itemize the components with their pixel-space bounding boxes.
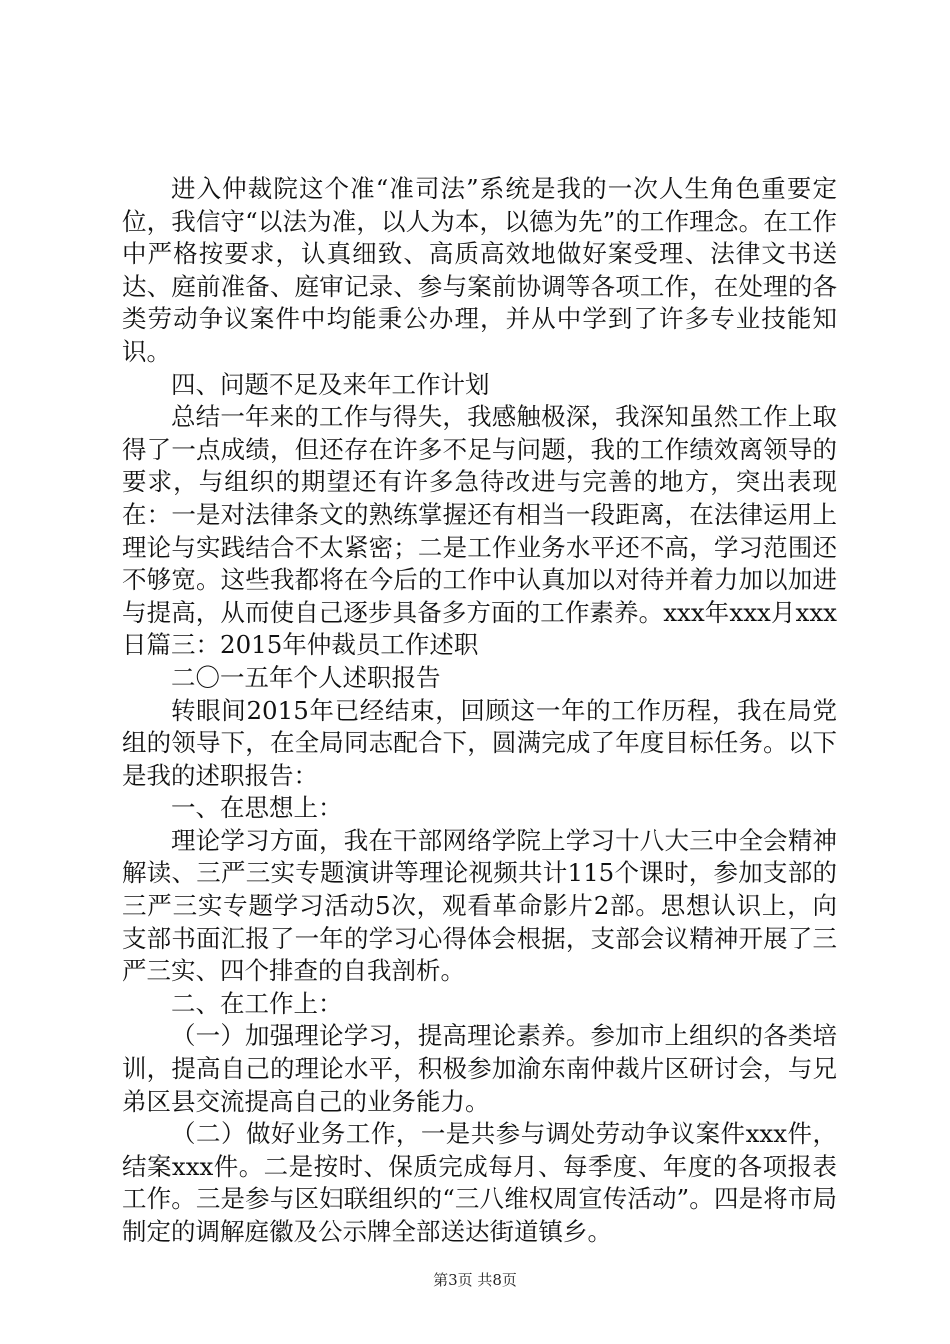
heading-ideology: 一、在思想上： <box>171 793 343 823</box>
paragraph-work-item-1: （一）加强理论学习，提高理论素养。参加市上组织的各类培训，提高自己的理论水平，积极参加渝东南仲裁片区研讨会，与兄弟区县交流提高自己的业务能力。 <box>122 1021 837 1116</box>
page-number-footer: 第3页 共8页 <box>433 1271 517 1289</box>
paragraph-report-intro: 转眼间2015年已经结束，回顾这一年的工作历程，我在局党组的领导下，在全局同志配合下，圆满完成了年度目标任务。以下是我的述职报告： <box>122 695 837 790</box>
document-body <box>122 173 837 1249</box>
paragraph-arbitration-role: 进入仲裁院这个准“准司法”系统是我的一次人生角色重要定位，我信守“以法为准，以人为本，以德为先”的工作理念。在工作中严格按要求，认真细致、高质高效地做好案受理、法律文书送达、庭前准备、庭审记录、参与案前协调等各项工作，在处理的各类劳动争议案件中均能秉公办理，并从中学到了许多专业技能知识。 <box>122 174 837 366</box>
paragraph-work-item-2: （二）做好业务工作，一是共参与调处劳动争议案件xxx件，结案xxx件。二是按时、保质完成每月、每季度、年度的各项报表工作。三是参与区妇联组织的“三八维权周宣传活动”。四是将市局制定的调解庭徽及公示牌全部送达街道镇乡。 <box>122 1119 837 1246</box>
heading-work: 二、在工作上： <box>171 988 343 1018</box>
paragraph-theory-study: 理论学习方面，我在干部网络学院上学习十八大三中全会精神解读、三严三实专题演讲等理论视频共计115个课时，参加支部的三严三实专题学习活动5次，观看革命影片2部。思想认识上，向支部书面汇报了一年的学习心得体会根据，支部会议精神开展了三严三实、四个排查的自我剖析。 <box>122 825 837 986</box>
paragraph-summary-shortcomings: 总结一年来的工作与得失，我感触极深，我深知虽然工作上取得了一点成绩，但还存在许多不足与问题，我的工作绩效离领导的要求，与组织的期望还有许多急待改进与完善的地方，突出表现在：一是对法律条文的熟练掌握还有相当一段距离，在法律运用上理论与实践结合不太紧密；二是工作业务水平还不高，学习范围还不够宽。这些我都将在今后的工作中认真加以对待并着力加以加进与提高，从而使自己逐步具备多方面的工作素养。xxx年xxx月xxx日篇三：2015年仲裁员工作述职 <box>122 402 837 660</box>
heading-problems-and-plan: 四、问题不足及来年工作计划 <box>171 369 490 399</box>
heading-report-title: 二〇一五年个人述职报告 <box>171 662 441 692</box>
